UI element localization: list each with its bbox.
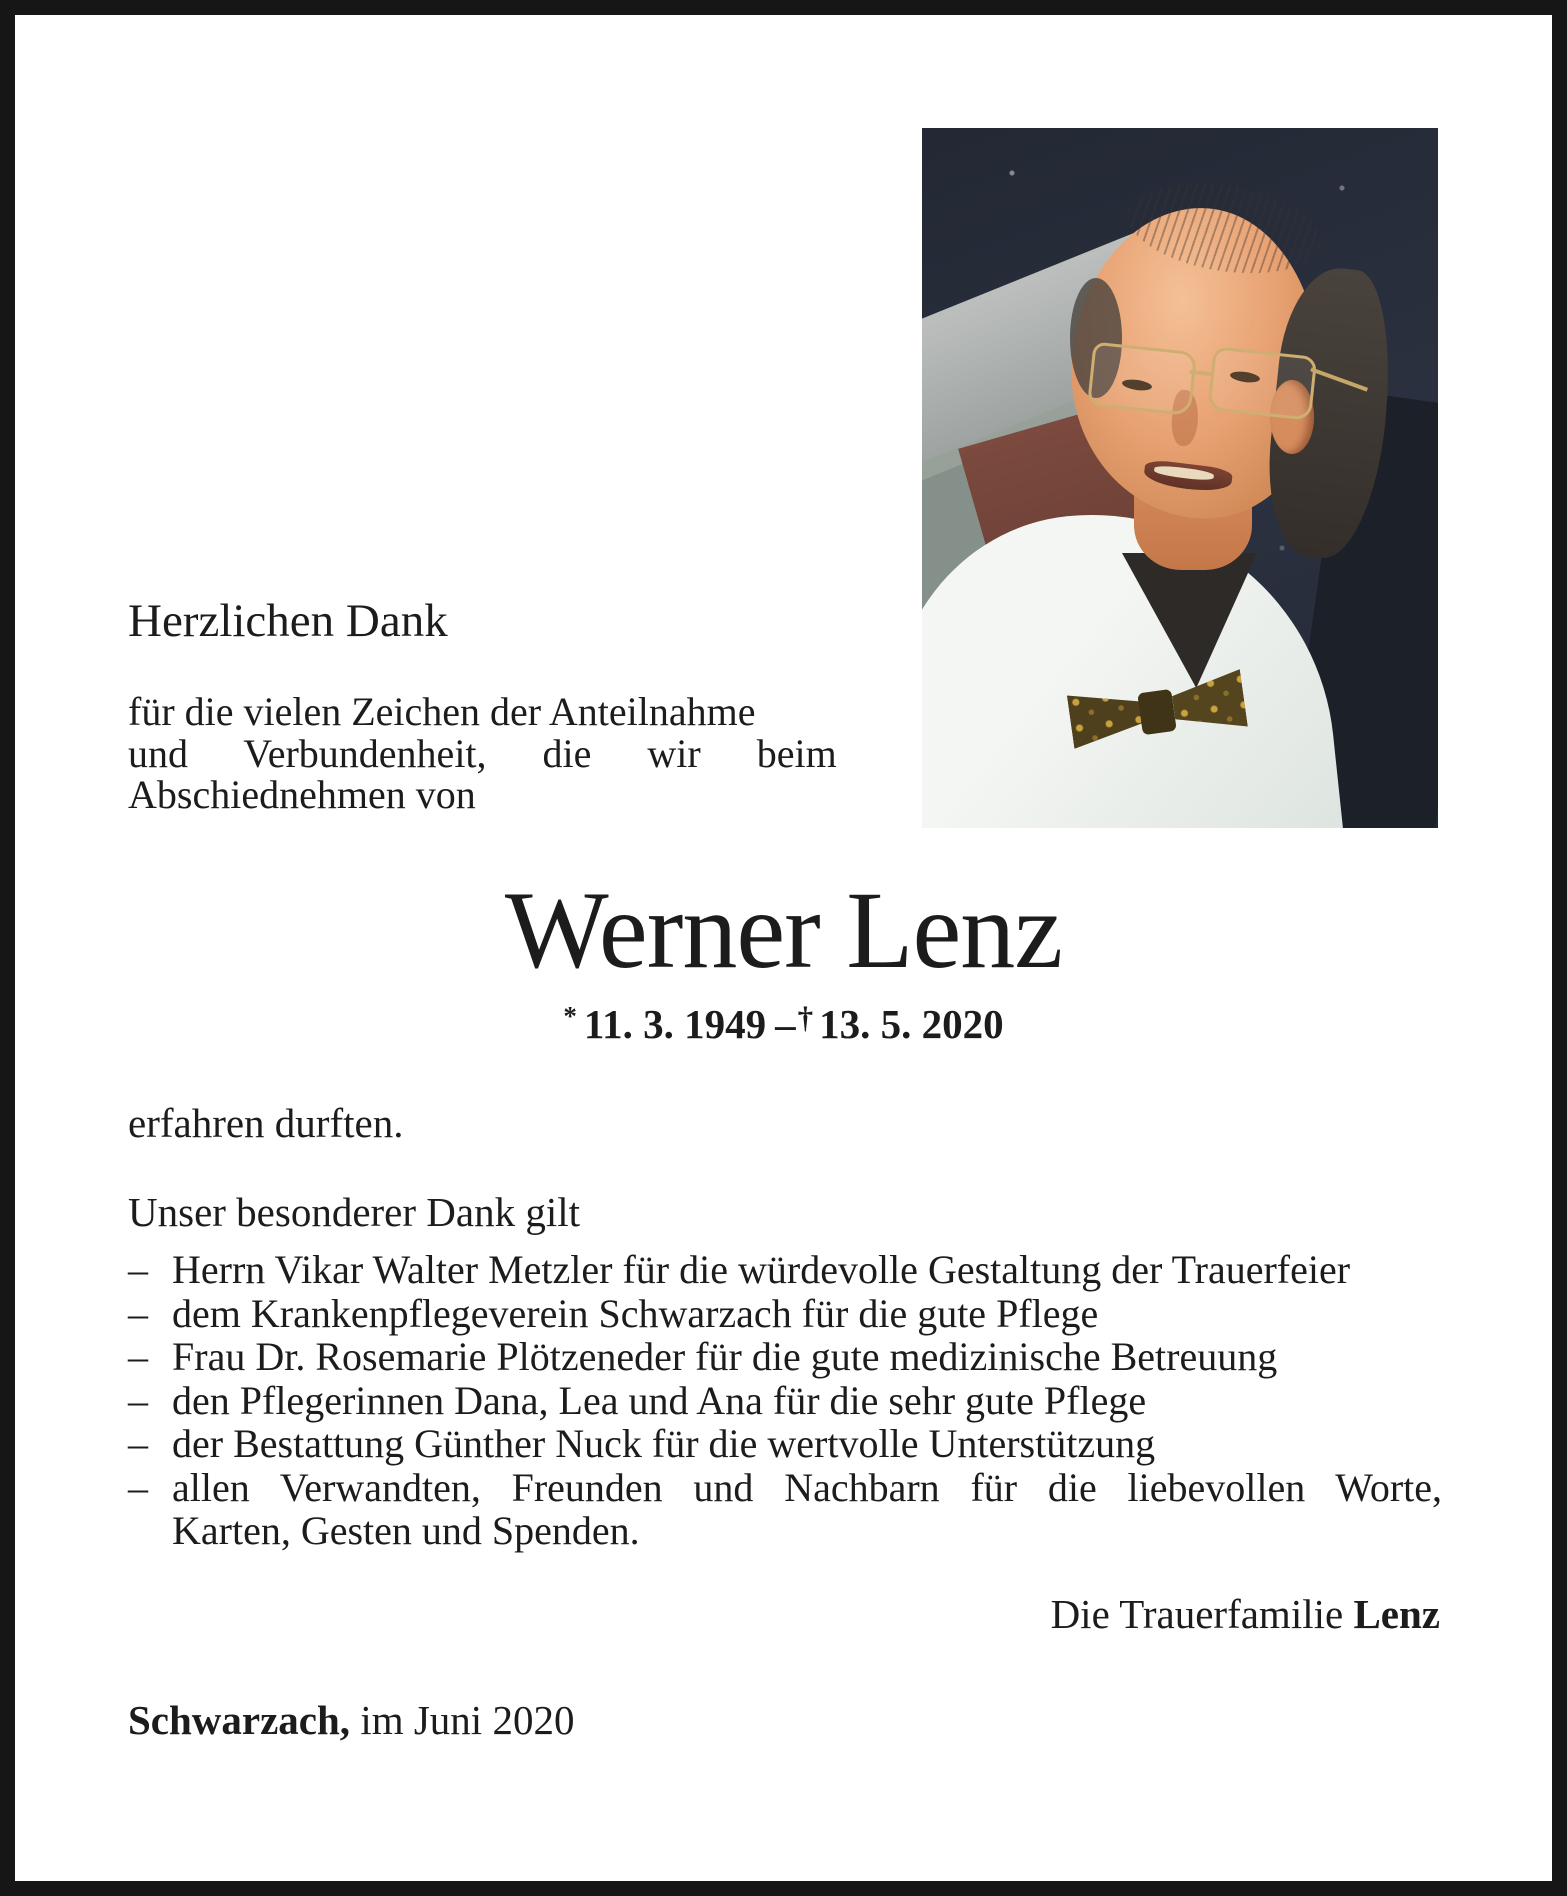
- intro-line-2: und Verbundenheit, die wir beim: [128, 730, 837, 776]
- thanks-item: [128, 1422, 1442, 1466]
- birth-date: 11. 3. 1949: [583, 1001, 767, 1047]
- closing-signature: [128, 1593, 1440, 1636]
- obituary-card: [15, 15, 1552, 1881]
- bullet-dash: –: [128, 1290, 148, 1336]
- thanks-item-text: Frau Dr. Rosemarie Plötzeneder für die gute medizinische Betreuung: [172, 1334, 1278, 1379]
- thanks-item-text: Herrn Vikar Walter Metzler für die würdevolle Gestaltung der Trauerfeier: [172, 1247, 1351, 1292]
- thanks-item: [128, 1335, 1442, 1379]
- bullet-dash: –: [128, 1247, 148, 1292]
- bow-tie-right-wing: [1170, 669, 1248, 736]
- glasses-right-lens: [1207, 346, 1317, 421]
- portrait-photo: [922, 128, 1438, 828]
- closing-prefix: Die Trauerfamilie: [1050, 1591, 1344, 1637]
- bullet-dash: –: [128, 1421, 148, 1466]
- thanks-item-line-2: Karten, Gesten und Spenden.: [172, 1508, 640, 1553]
- glasses-left-lens: [1087, 342, 1197, 417]
- thanks-item-text: [172, 1466, 1442, 1553]
- intro-line-1: für die vielen Zeichen der Anteilnahme: [128, 689, 756, 734]
- thanks-list: [128, 1248, 1442, 1553]
- bow-tie-left-wing: [1067, 685, 1146, 748]
- thanks-item: [128, 1292, 1442, 1336]
- thanks-item-text: den Pflegerinnen Dana, Lea und Ana für die sehr gute Pflege: [172, 1377, 1147, 1423]
- intro-paragraph: [128, 689, 837, 817]
- bullet-dash: –: [128, 1377, 148, 1423]
- bullet-dash: –: [128, 1464, 148, 1510]
- death-date: 13. 5. 2020: [819, 1001, 1004, 1047]
- place-name: Schwarzach,: [128, 1697, 351, 1743]
- thanks-heading: Unser besonderer Dank gilt: [128, 1189, 581, 1235]
- death-symbol: †: [797, 1000, 814, 1035]
- card-heading: Herzlichen Dank: [128, 595, 448, 647]
- date-text: im Juni 2020: [360, 1697, 575, 1743]
- thanks-item-text: der Bestattung Günther Nuck für die wertvolle Unterstützung: [172, 1421, 1156, 1466]
- thanks-item: [128, 1248, 1442, 1292]
- place-date: [128, 1699, 574, 1742]
- birth-symbol: *: [563, 1001, 577, 1031]
- thanks-item: [128, 1379, 1442, 1423]
- thanks-item-line-1: allen Verwandten, Freunden und Nachbarn für die liebevollen Worte,: [172, 1464, 1442, 1510]
- date-separator: –: [775, 1001, 796, 1047]
- bullet-dash: –: [128, 1334, 148, 1379]
- deceased-name: Werner Lenz: [504, 869, 1063, 991]
- bow-tie-knot: [1137, 689, 1177, 735]
- after-name-text: erfahren durften.: [128, 1100, 404, 1146]
- life-dates: [15, 1001, 1552, 1047]
- intro-line-3: Abschiednehmen von: [128, 772, 476, 817]
- thanks-item-text: dem Krankenpflegeverein Schwarzach für die gute Pflege: [172, 1290, 1099, 1336]
- family-name: Lenz: [1353, 1591, 1440, 1637]
- thanks-item: [128, 1466, 1442, 1553]
